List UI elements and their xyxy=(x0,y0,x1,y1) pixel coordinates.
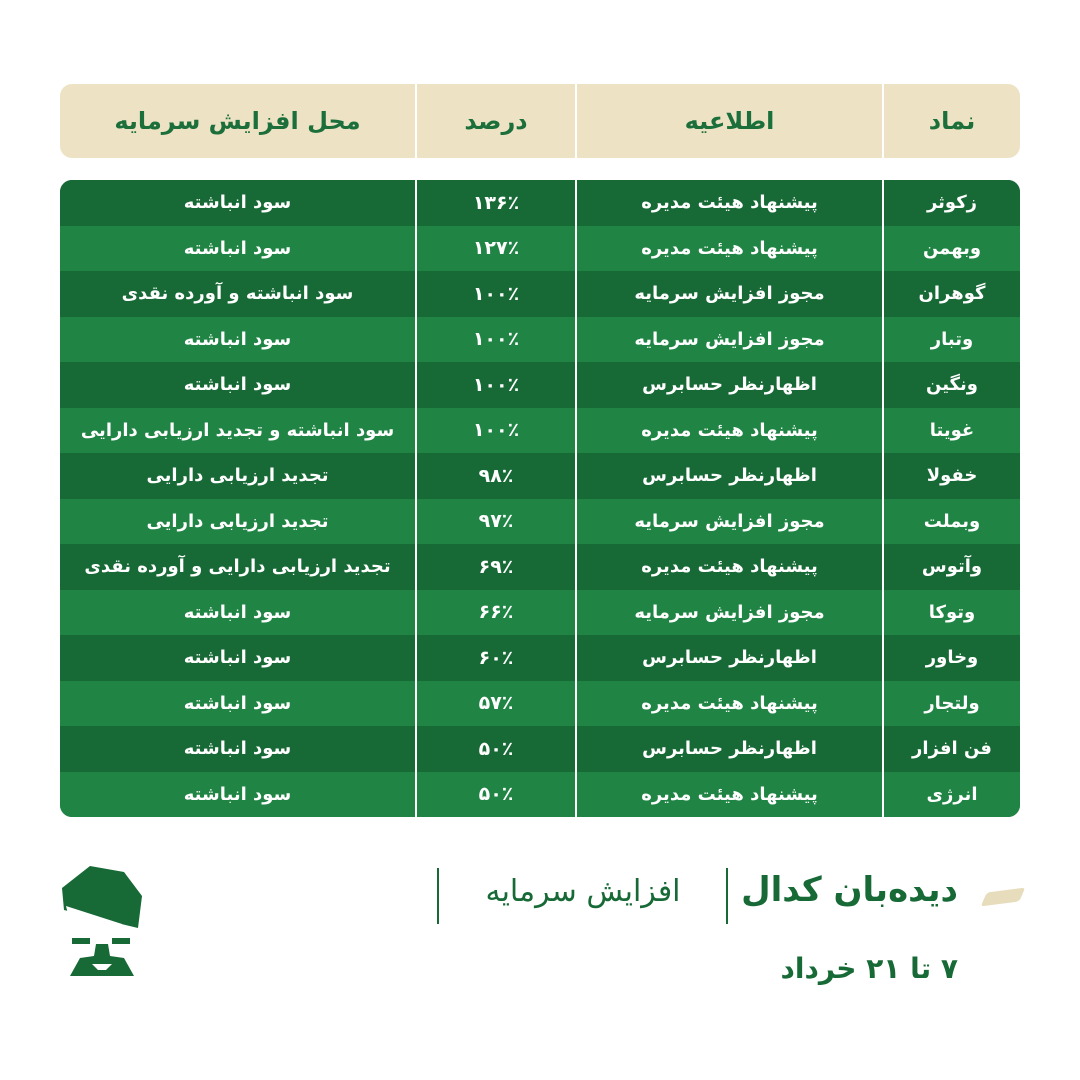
cell-notice: مجوز افزایش سرمایه xyxy=(575,317,882,363)
cell-symbol: غویتا xyxy=(882,408,1020,454)
table-row xyxy=(60,408,1020,454)
table-row xyxy=(60,772,1020,818)
table-row xyxy=(60,726,1020,772)
cell-notice: مجوز افزایش سرمایه xyxy=(575,499,882,545)
cell-percent: ۱۳۶٪ xyxy=(415,180,575,226)
table-row xyxy=(60,180,1020,226)
cell-percent: ۱۲۷٪ xyxy=(415,226,575,272)
header-source: محل افزایش سرمایه xyxy=(114,107,361,135)
cell-source: سود انباشته xyxy=(183,192,292,214)
cell-source: سود انباشته و آورده نقدی xyxy=(121,283,354,305)
cell-source: سود انباشته xyxy=(183,692,292,714)
cell-notice: اظهارنظر حسابرس xyxy=(575,726,882,772)
header-notice: اطلاعیه xyxy=(575,84,882,158)
cell-notice: مجوز افزایش سرمایه xyxy=(575,590,882,636)
cell-source: تجدید ارزیابی دارایی و آورده نقدی xyxy=(84,556,391,578)
cell-symbol: ولتجار xyxy=(882,681,1020,727)
table-header xyxy=(60,84,1020,158)
separator xyxy=(437,868,439,924)
cell-percent: ۹۷٪ xyxy=(415,499,575,545)
cell-notice: اظهارنظر حسابرس xyxy=(575,635,882,681)
cell-notice: پیشنهاد هیئت مدیره xyxy=(575,681,882,727)
cell-source: سود انباشته xyxy=(183,601,292,623)
cell-symbol: وخاور xyxy=(882,635,1020,681)
brand-title: دیده‌بان کدال xyxy=(741,870,958,910)
cell-source: سود انباشته xyxy=(183,647,292,669)
cell-symbol: خفولا xyxy=(882,453,1020,499)
cell-symbol: انرژی xyxy=(882,772,1020,818)
cell-symbol: وتبار xyxy=(882,317,1020,363)
cell-notice: اظهارنظر حسابرس xyxy=(575,362,882,408)
header-percent: درصد xyxy=(415,84,575,158)
cell-percent: ۱۰۰٪ xyxy=(415,362,575,408)
cell-source: سود انباشته xyxy=(183,783,292,805)
cell-percent: ۱۰۰٪ xyxy=(415,271,575,317)
table-row xyxy=(60,226,1020,272)
table-body xyxy=(60,180,1020,817)
cell-symbol: وبملت xyxy=(882,499,1020,545)
cell-symbol: وتوکا xyxy=(882,590,1020,636)
cell-percent: ۱۰۰٪ xyxy=(415,408,575,454)
table-row xyxy=(60,544,1020,590)
cell-symbol: گوهران xyxy=(882,271,1020,317)
cell-percent: ۵۰٪ xyxy=(415,726,575,772)
cell-notice: پیشنهاد هیئت مدیره xyxy=(575,544,882,590)
table-row xyxy=(60,362,1020,408)
table-row xyxy=(60,453,1020,499)
capital-increase-table xyxy=(60,84,1020,817)
cell-symbol: وبهمن xyxy=(882,226,1020,272)
cell-source: تجدید ارزیابی دارایی xyxy=(146,465,329,487)
cell-percent: ۶۰٪ xyxy=(415,635,575,681)
cell-notice: اظهارنظر حسابرس xyxy=(575,453,882,499)
cell-symbol: وآتوس xyxy=(882,544,1020,590)
cell-source: سود انباشته xyxy=(183,328,292,350)
header-symbol: نماد xyxy=(882,84,1020,158)
cell-notice: پیشنهاد هیئت مدیره xyxy=(575,772,882,818)
table-row xyxy=(60,590,1020,636)
table-row xyxy=(60,271,1020,317)
cell-notice: پیشنهاد هیئت مدیره xyxy=(575,408,882,454)
cell-percent: ۶۹٪ xyxy=(415,544,575,590)
table-row xyxy=(60,681,1020,727)
cell-percent: ۹۸٪ xyxy=(415,453,575,499)
separator xyxy=(726,868,728,924)
cell-symbol: فن افزار xyxy=(882,726,1020,772)
cell-percent: ۵۷٪ xyxy=(415,681,575,727)
cell-source: تجدید ارزیابی دارایی xyxy=(146,510,329,532)
table-row xyxy=(60,635,1020,681)
table-row xyxy=(60,317,1020,363)
cell-notice: پیشنهاد هیئت مدیره xyxy=(575,180,882,226)
cell-symbol: زکوثر xyxy=(882,180,1020,226)
cell-percent: ۱۰۰٪ xyxy=(415,317,575,363)
cell-percent: ۵۰٪ xyxy=(415,772,575,818)
cell-notice: پیشنهاد هیئت مدیره xyxy=(575,226,882,272)
cell-source: سود انباشته xyxy=(183,374,292,396)
cell-source: سود انباشته xyxy=(183,237,292,259)
cell-notice: مجوز افزایش سرمایه xyxy=(575,271,882,317)
subtitle: افزایش سرمایه xyxy=(485,874,681,909)
cell-percent: ۶۶٪ xyxy=(415,590,575,636)
kodal-logo-icon xyxy=(62,866,142,990)
cell-source: سود انباشته و تجدید ارزیابی دارایی xyxy=(80,419,395,441)
cell-symbol: ونگین xyxy=(882,362,1020,408)
date-range: ۷ تا ۲۱ خرداد xyxy=(780,952,958,985)
cell-source: سود انباشته xyxy=(183,738,292,760)
table-row xyxy=(60,499,1020,545)
